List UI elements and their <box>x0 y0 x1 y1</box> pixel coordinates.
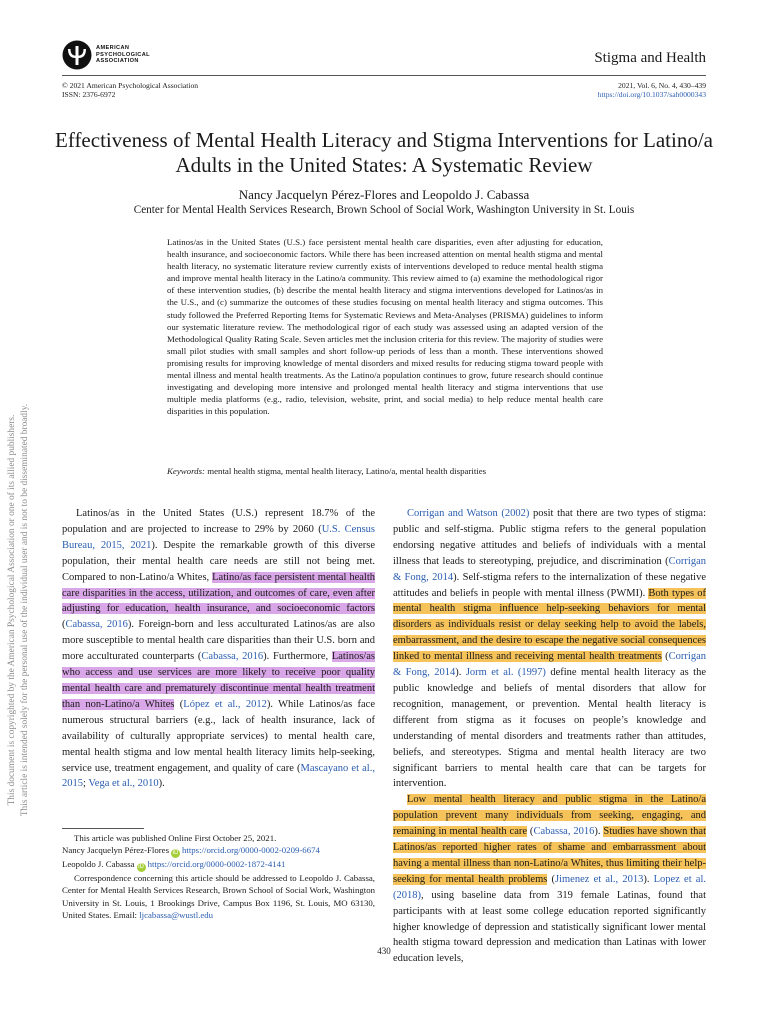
author-note <box>62 832 375 921</box>
text: ). <box>643 873 654 885</box>
highlighted-text: Low mental health literacy and public stigma in the Latino/a population prevent many individuals from seeking, engaging, and remaining in mental health care <box>393 794 706 838</box>
paragraph <box>62 506 375 792</box>
text: ( <box>527 826 534 838</box>
email-link[interactable]: ljcabassa@wustl.edu <box>139 909 214 920</box>
affiliation: Center for Mental Health Services Research, Brown School of Social Work, Washington University in St. Louis <box>133 204 635 216</box>
apa-logo-text <box>96 45 150 65</box>
keywords-label: Keywords: <box>167 466 205 476</box>
page-number: 430 <box>377 946 391 956</box>
keywords <box>167 465 603 477</box>
text: ( <box>174 698 184 710</box>
abstract: Latinos/as in the United States (U.S.) face persistent mental health care disparities, even after adjusting for education, health insurance, and socioeconomic factors. While there has been increased attention on mental health stigma and mental health literacy, no systematic literature review currently exists of interventions developed to reduce mental health stigma and improve mental health literacy in the Latino/a community. This review aimed to (a) examine the methodological rigor of these intervention studies, (b) describe the mental health literacy and stigma interventions developed for Latinos/as in the U.S., and (c) summarize the outcomes of these studies focusing on mental health literacy and stigma outcomes. This study followed the Preferred Reporting Items for Systematic Reviews and Meta-Analyses (PRISMA) guidelines to inform our systematic literature review. The methodological rigor of each study was assessed using an adapted version of the Methodological Quality Rating Scale. Seven articles met the inclusion criteria for this review. The majority of studies were small pilot studies with small samples and short follow-up periods of less than a month. These interventions showed promising results for improving knowledge of mental disorders and mixed results for reducing stigma toward people with mental illness and mental health treatments. As the Latino/a population continues to grow, future research should continue investigating and developing more intensive and prolonged mental health literacy and stigma interventions that use multiple media platforms (e.g., radio, television, website, print, and social media) to help reduce mental health care disparities in this population. <box>167 237 603 417</box>
citation-link[interactable]: Cabassa, 2016 <box>201 651 264 663</box>
orcid-link[interactable]: https://orcid.org/0000-0002-1872-4141 <box>147 859 286 870</box>
authors: Nancy Jacquelyn Pérez-Flores and Leopoldo J. Cabassa <box>238 187 530 202</box>
highlighted-text: Latino/as face persistent mental health care disparities in the access, utilization, and outcomes of care, even after adjusting for education, health insurance, and socioeconomic factors <box>62 571 375 615</box>
text: ). Self-stigma refers to the internalization of these negative attitudes and beliefs in people with mental illness (PWMI). <box>393 571 706 599</box>
issn: ISSN: 2376-6972 <box>62 90 116 100</box>
citation-link[interactable]: Mascayano et al., 2015 <box>62 762 375 790</box>
publisher-line: ASSOCIATION <box>96 58 139 65</box>
orcid-link[interactable]: https://orcid.org/0000-0002-0209-6674 <box>182 845 320 856</box>
publisher-line: PSYCHOLOGICAL <box>96 51 150 58</box>
text: , using baseline data from 319 female Latinas, found that participants with at least some college education reported significantly higher knowledge of depression and statistically significant lower mental health stigma toward depression and medication than Latinas with lower education levels, <box>393 889 706 965</box>
copyright-block <box>62 81 198 99</box>
side-notice-line: This article is intended solely for the personal use of the individual user and is not to be disseminated broadly. <box>19 403 30 817</box>
citation-block <box>598 81 706 99</box>
citation-link[interactable]: Jorm et al. (1997) <box>465 667 546 679</box>
orcid-icon: iD <box>172 850 179 857</box>
text: ). <box>158 778 165 790</box>
citation-link[interactable]: López et al., 2012 <box>183 698 267 710</box>
text: ( <box>661 651 669 663</box>
citation-link[interactable]: Cabassa, 2016 <box>533 826 595 838</box>
citation-link[interactable]: Vega et al., 2010 <box>88 778 159 790</box>
text: ). <box>455 667 466 679</box>
copyright-side-notice <box>6 220 36 1000</box>
highlighted-text: Both types of mental health stigma influence help-seeking behaviors for mental disorders as individuals resist or delay seeking help to avoid the labels, embarrassment, and the desire to escape the negative social consequences linked to mental illness and receiving mental health treatments <box>393 587 706 663</box>
highlighted-text: Studies have shown that Latinos/as reported higher rates of shame and embarrassment about having a mental illness than non-Latino/a Whites, thus limiting their help-seeking for mental health problems <box>393 826 707 885</box>
text: ). <box>594 826 604 838</box>
citation: 2021, Vol. 6, No. 4, 430–439 <box>618 81 706 90</box>
citation-link[interactable]: Jimenez et al., 2013 <box>555 873 644 885</box>
citation-link[interactable]: Corrigan & Fong, 2014 <box>393 651 706 679</box>
text: ; <box>83 778 89 790</box>
citation-link[interactable]: Cabassa, 2016 <box>65 619 128 631</box>
citation-link[interactable]: Corrigan and Watson (2002) <box>407 508 530 519</box>
article-title: Effectiveness of Mental Health Literacy and Stigma Interventions for Latino/a Adults in the United States: A Systematic Review <box>55 128 713 177</box>
paragraph <box>393 792 706 967</box>
paragraph <box>393 506 706 792</box>
publisher-line: AMERICAN <box>96 45 130 52</box>
published-note: This article was published Online First October 25, 2021. <box>74 833 277 843</box>
author-name: Leopoldo J. Cabassa <box>62 859 135 870</box>
copyright: © 2021 American Psychological Association <box>62 81 199 90</box>
side-notice-line: This document is copyrighted by the American Psychological Association or one of its allied publishers. <box>7 414 17 806</box>
citation-link[interactable]: U.S. Census Bureau, 2015, 2021 <box>62 523 376 551</box>
text: ). While Latinos/as face numerous structural barriers (e.g., lack of health insurance, lack of availability of culturally appropriate services) to mental health care, mental health stigma and low mental health literacy limits help-seeking, service use, treatment engagement, and quality of care ( <box>62 698 375 774</box>
text: Latinos/as in the United States (U.S.) represent 18.7% of the population and are projected to increase to 29% by 2060 ( <box>62 508 375 535</box>
text: ( <box>62 619 66 631</box>
body-right-column <box>393 506 706 967</box>
citation-link[interactable]: Lopez et al. (2018) <box>393 873 707 901</box>
text: posit that there are two types of stigma: public and self-stigma. Public stigma refers to the general population endorsing negative attitudes and beliefs of individuals with a mental illness that leads to stereotyping, prejudice, and discrimination ( <box>393 508 706 567</box>
footnote-rule <box>62 828 144 829</box>
header-rule <box>62 75 706 76</box>
apa-psi-icon <box>62 40 92 70</box>
citation-link[interactable]: Corrigan & Fong, 2014 <box>393 555 706 583</box>
author-name: Nancy Jacquelyn Pérez-Flores <box>62 845 169 856</box>
keywords-text: mental health stigma, mental health literacy, Latino/a, mental health disparities <box>207 466 487 476</box>
text: ( <box>547 873 555 885</box>
text: ). Furthermore, <box>263 651 332 663</box>
apa-logo <box>62 40 150 70</box>
doi-link[interactable]: https://doi.org/10.1037/sah0000343 <box>597 90 706 100</box>
body-left-column <box>62 506 375 792</box>
journal-name: Stigma and Health <box>594 50 706 66</box>
text: Correspondence concerning this article should be addressed to Leopoldo J. Cabassa, Center for Mental Health Services Research, Brown School of Social Work, Washington University in St. Louis, 1 Brookings Drive, Campus Box 1196, St. Louis, MO 63130, United States. Email: <box>62 873 375 920</box>
text: define mental health literacy as the public knowledge and beliefs of mental disorders that allow for recognition, management, or prevention. Mental health literacy is different from stigma as it focuses on people’s knowledge and understanding of mental disorders and treatments rather than attitudes, beliefs, and stereotypes. Stigma and mental health literacy are two significant barriers to mental health care that can be targets for intervention. <box>393 667 706 790</box>
text: ). Despite the remarkable growth of this diverse population, their mental health care needs are still not being met. Compared to non-Latino/a Whites, <box>62 539 375 583</box>
highlighted-text: Latinos/as who access and use services are more likely to receive poor quality mental health care and prematurely discontinue mental health treatment than non-Latino/a Whites <box>62 651 375 710</box>
orcid-icon: iD <box>138 864 144 871</box>
author-orcid-line <box>62 844 375 858</box>
correspondence <box>62 872 375 921</box>
text: ). Foreign-born and less acculturated Latinos/as are also more susceptible to mental health care disparities than their U.S. born and more acculturated counterparts ( <box>62 619 375 663</box>
author-orcid-line <box>62 858 375 872</box>
